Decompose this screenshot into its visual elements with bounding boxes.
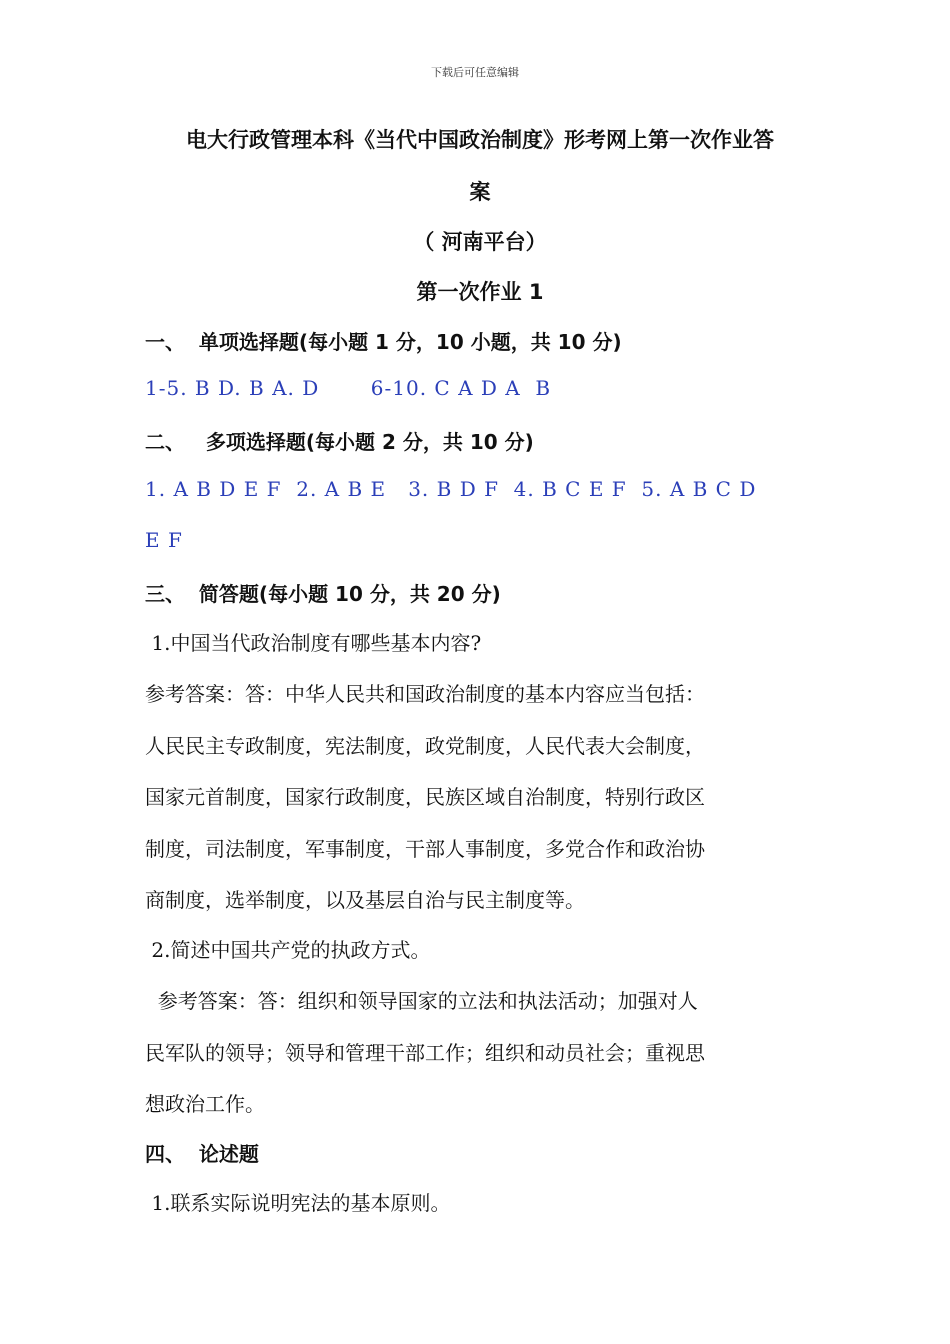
section-1-heading: 一、 单项选择题(每小题 1 分，10 小题，共 10 分) bbox=[145, 330, 622, 354]
section-2-heading: 二、 多项选择题(每小题 2 分，共 10 分) bbox=[145, 430, 534, 454]
document-title-line-1: 电大行政管理本科《当代中国政治制度》形考网上第一次作业答 bbox=[186, 128, 774, 152]
answer-3-1-line-3: 国家元首制度，国家行政制度，民族区域自治制度，特别行政区 bbox=[145, 785, 705, 809]
answer-3-1-line-4: 制度，司法制度，军事制度，干部人事制度，多党合作和政治协 bbox=[145, 837, 705, 861]
question-3-1: 1.中国当代政治制度有哪些基本内容? bbox=[145, 631, 482, 655]
answer-3-1-line-5: 商制度，选举制度，以及基层自治与民主制度等。 bbox=[145, 888, 585, 912]
answer-3-2-line-3: 想政治工作。 bbox=[145, 1092, 265, 1116]
question-3-2: 2.简述中国共产党的执政方式。 bbox=[145, 938, 431, 962]
answer-3-2-line-1: 参考答案：答：组织和领导国家的立法和执法活动；加强对人 bbox=[145, 989, 698, 1013]
assignment-title: 第一次作业 1 bbox=[416, 280, 544, 304]
document-title-line-2: 案 bbox=[469, 180, 491, 204]
answer-3-1-line-2: 人民民主专政制度，宪法制度，政党制度，人民代表大会制度， bbox=[145, 734, 705, 758]
section-1-answers: 1-5. B D. B A. D 6-10. C A D A B bbox=[145, 376, 552, 400]
question-4-1: 1.联系实际说明宪法的基本原则。 bbox=[145, 1191, 451, 1215]
answer-3-2-line-2: 民军队的领导；领导和管理干部工作；组织和动员社会；重视思 bbox=[145, 1041, 705, 1065]
header-note: 下载后可任意编辑 bbox=[431, 66, 519, 79]
section-2-answers-line-2: E F bbox=[145, 528, 183, 552]
section-3-heading: 三、 简答题(每小题 10 分，共 20 分) bbox=[145, 582, 501, 606]
answer-3-1-line-1: 参考答案：答：中华人民共和国政治制度的基本内容应当包括： bbox=[145, 682, 705, 706]
section-4-heading: 四、 论述题 bbox=[145, 1142, 259, 1166]
document-subtitle-platform: （ 河南平台） bbox=[413, 230, 547, 254]
section-2-answers-line-1: 1. A B D E F 2. A B E 3. B D F 4. B C E F 5. A B C D bbox=[145, 477, 757, 501]
